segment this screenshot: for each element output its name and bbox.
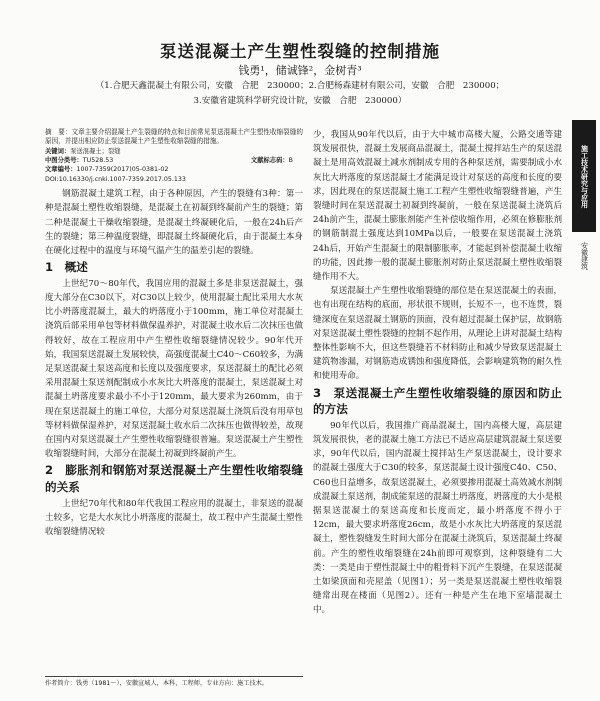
affiliation-line-2: 3.安徽省建筑科学研究设计院，安徽 合肥 230000） bbox=[193, 96, 407, 106]
section-banner-text: 施工技术研究与应用 bbox=[580, 144, 589, 208]
section-1-heading: 1 概述 bbox=[45, 260, 88, 275]
section-banner bbox=[572, 120, 596, 232]
article-number-row bbox=[45, 165, 303, 174]
article-number: 1007-7359(2017)05-0381-02 bbox=[76, 166, 169, 174]
right-paragraph-2: 泵送混凝土产生塑性收缩裂缝的部位是在泵送混凝土的表面，也有出现在结构的底面，形状很不规则，长短不一，也不连贯，裂缝深度在泵送混凝土钢筋的顶面，没有超过混凝土保护层，故钢筋对泵送混凝土塑性裂缝的控制不起作用，从理论上讲对混凝土结构整体性影响不大，但这些裂缝若不材料防止和减少导致泵送混凝土建筑物渗漏，对钢筋造成锈蚀和强度降低，会影响建筑物的耐久性和使用寿命。 bbox=[313, 286, 562, 382]
doccode-value: B bbox=[288, 157, 293, 164]
article-meta bbox=[45, 147, 303, 185]
doi: DOI:10.16330/j.cnki.1007-7359.2017.05.133 bbox=[45, 175, 186, 183]
journal-tag bbox=[572, 236, 596, 276]
section-3-heading: 3 泵送混凝土产生塑性收缩裂缝的原因和防止的方法 bbox=[313, 385, 562, 417]
author-line: 钱勇¹，储诚锋²，金树青³ bbox=[238, 64, 362, 77]
author-footnote: 作者简介：钱勇（1981～），安徽宣城人，本科，工程师，专业方向：施工技术。 bbox=[45, 676, 303, 688]
clc-value: TU528.53 bbox=[82, 157, 114, 164]
keywords: 泵送混凝土；裂缝 bbox=[70, 147, 121, 155]
keywords-row bbox=[45, 147, 303, 156]
journal-tag-text: 安徽建筑 bbox=[580, 242, 589, 270]
abstract: 摘 要：文章主要介绍混凝土产生裂缝的特点和目前常见泵送混凝土产生塑性收缩裂缝的原因，并提出相应防止泵送混凝土产生塑性收缩裂缝的措施。 bbox=[45, 128, 303, 146]
doccode-label: 文献标志码： bbox=[250, 157, 289, 164]
doccode-field bbox=[251, 156, 293, 165]
section-1-paragraph: 上世纪70～80年代，我国应用的混凝土多是非泵送混凝土，强度大部分在C30以下，对C30以上较少，使用混凝土配比采用大水灰比小坍落度混凝土，最大的坍落度小于100mm，施工单位对混凝土浇筑后部采用单包等材料做保温养护，对混凝土收水后二次抹压也做得较好，故在工程应用中产生塑性收缩裂缝情况较少。90年代开始，我国泵送混凝土发展较快，高强度混凝土C40～C60较多，为满足泵送混凝土泵送高度和长度以及强度要求，泵送混凝土的配比必须采用混凝土泵送剂配制成小水灰比大坍落度的混凝土，泵送混凝土对混凝土坍落度要求最小不小于120mm，最大要求为260mm，由于现在泵送混凝土的施工单位，大部分对泵送混凝土浇筑后没有用草包等材料做保湿养护，对泵送混凝土收水后二次抹压也做得较差，故现在国内对泵送混凝土产生塑性收缩裂缝很普遍。泵送混凝土产生塑性收缩裂缝时间，大部分在混凝土初凝到终凝前产生。 bbox=[45, 278, 303, 460]
classification-row bbox=[45, 156, 303, 165]
affiliation-line-1: （1.合肥天鑫混凝土有限公司，安徽 合肥 230000；2.合肥杨森建材有限公司，安徽 合肥 230000； bbox=[95, 81, 505, 91]
right-column bbox=[313, 128, 562, 618]
intro-paragraph: 钢筋混凝土建筑工程，由于各种原因，产生的裂缝有3种：第一种是混凝土塑性收缩裂缝，是混凝土在初凝到终凝前产生的裂缝；第二种是混凝土干燥收缩裂缝，是混凝土终凝硬化后，一般在24h后产生的裂缝；第三种温度裂缝，即混凝土终凝硬化后，由于混凝土本身在硬化过程中的温度与环境气温产生的温差引起的裂缝。 bbox=[45, 189, 303, 257]
keywords-label: 关键词： bbox=[45, 147, 71, 155]
paper-title: 泵送混凝土产生塑性裂缝的控制措施 bbox=[160, 42, 440, 61]
left-column bbox=[45, 128, 303, 539]
right-paragraph-3: 90年代以后，我国推广商品混凝土，国内高楼大厦，高层建筑发展很快，老的混凝土施工方法已不适应高层建筑混凝土泵送要求，90年代以后，国内混凝土搅拌站生产泵送混凝土，设计要求的混凝土强度大于C30的较多，泵送混凝土设计强度C40、C50、C60也日益增多，故泵送混凝土，必须要掺用混凝土高效减水剂制成混凝土泵送剂，制成能泵送的混凝土坍落度，坍落度的大小是根据泵送混凝土的泵送高度和长度而定，最小坍落度不得小于12cm，最大要求坍落度26cm，故是小水灰比大坍落度的泵送混凝土，塑性裂缝发生时间大部分在混凝土浇筑后，泵送混凝土终凝前。产生的塑性收缩裂缝在24h前即可观察到，这种裂缝有二大类：一类是由于塑性混凝土中的粗骨料下沉产生裂缝，在泵送混凝土如梁顶面和壳屋盖（见图1）；另一类是泵送混凝土塑性收缩裂缝常出现在楼面（见图2）。还有一种是产生在地下室墙混凝土中。 bbox=[313, 420, 562, 616]
clc-field bbox=[45, 156, 113, 165]
section-2-paragraph: 上世纪70年代和80年代我国工程应用的混凝土，非泵送的混凝土较多，它是大水灰比小坍落度的混凝土，故工程中产生混凝土塑性收缩裂缝情况较 bbox=[45, 498, 303, 538]
affiliations bbox=[20, 79, 580, 109]
article-number-label: 文章编号： bbox=[45, 166, 77, 174]
right-paragraph-1: 少，我国从90年代以后，由于大中城市高楼大厦，公路交通等建筑发展很快，混凝土发展商品混凝土，混凝土搅拌站生产的泵送混凝土是用高效混凝土减水剂制成专用的各种泵送剂，需要制成小水灰比大坍落度的泵送混凝土才能满足设计对泵送的高度和长度的要求，因此现在的泵送混凝土施工工程产生塑性收缩裂缝普遍，产生裂缝时间在泵送混凝土初凝到终凝前，一般在泵送混凝土浇筑后24h前产生，混凝土膨胀剂能产生补偿收缩作用，必须在修膨胀剂的钢筋制混土强度达到10MPa以后，一般要在泵送混凝土浇筑24h后，开始产生混凝土的限制膨胀率，才能起到补偿混凝土收缩的功能，因此掺一般的混凝土膨胀剂对防止泵送混凝土塑性收缩裂缝作用不大。 bbox=[313, 130, 562, 283]
clc-label: 中图分类号： bbox=[45, 157, 83, 164]
section-2-heading: 2 膨胀剂和钢筋对泵送混凝土产生塑性收缩裂缝的关系 bbox=[45, 463, 303, 495]
